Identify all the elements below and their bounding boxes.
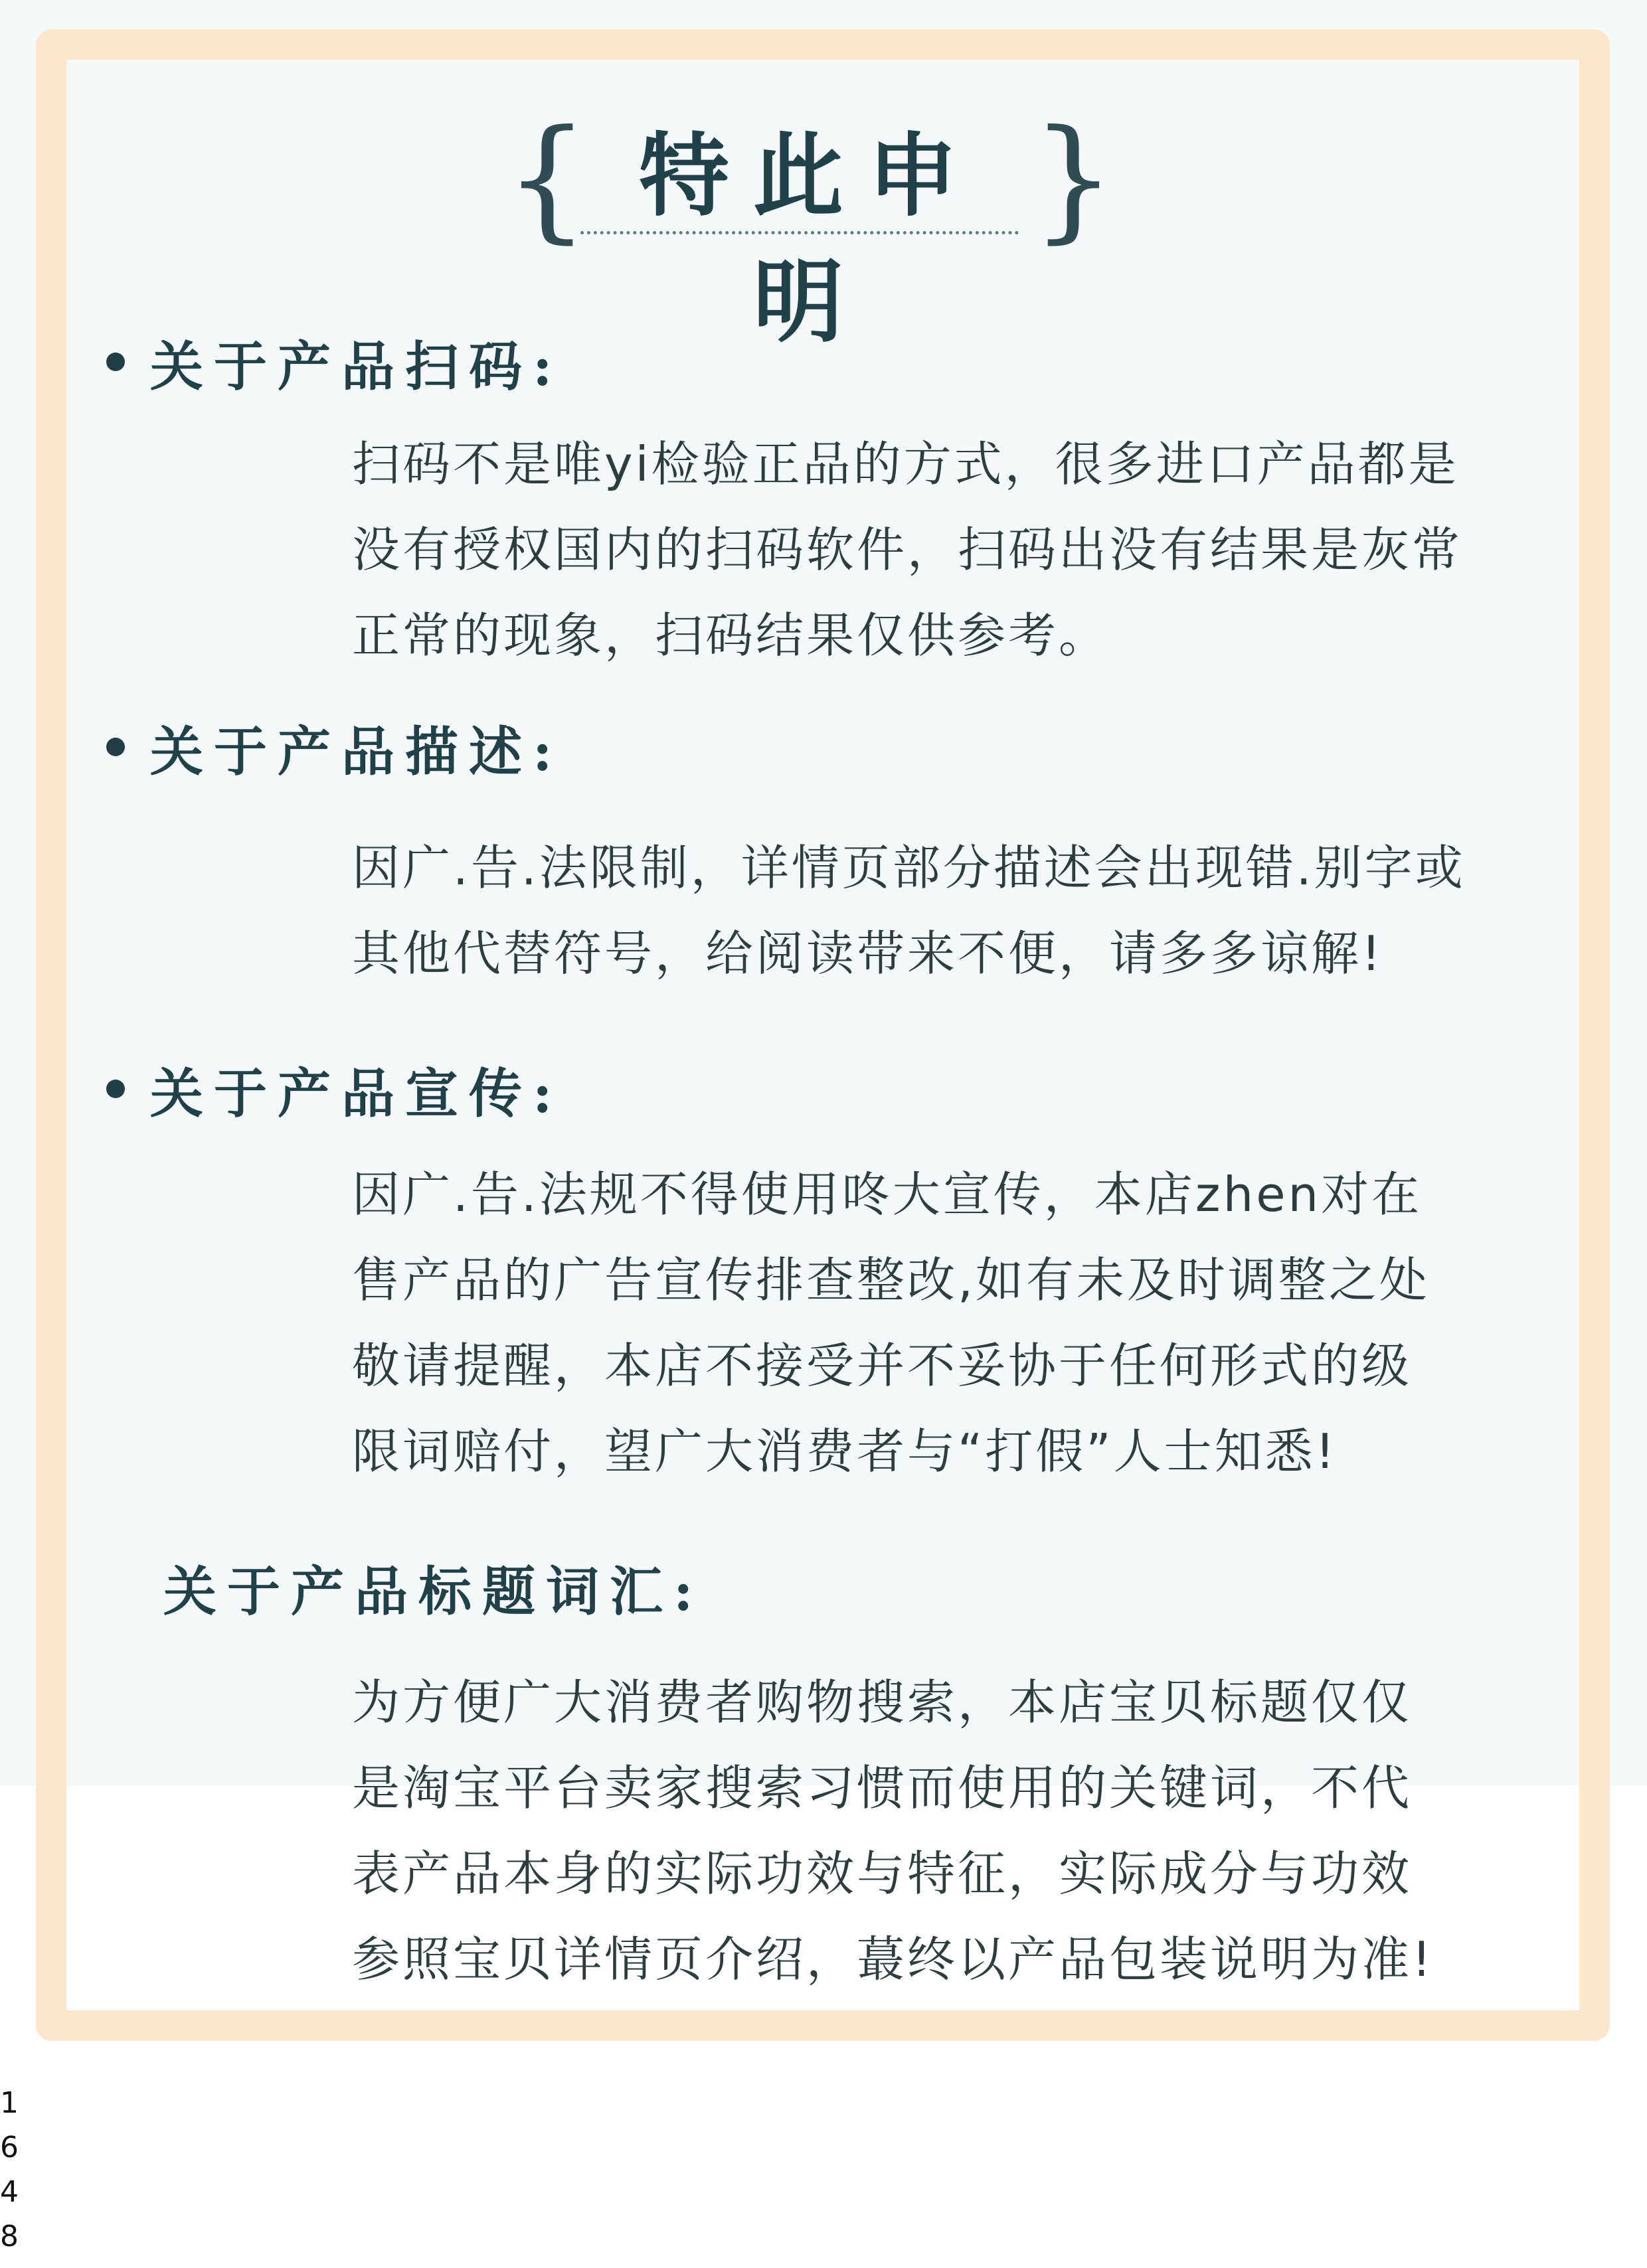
title-right-brace: } [1031, 102, 1116, 256]
section-heading-promotion [106, 1049, 563, 1129]
body-line: 其他代替符号，给阅读带来不便，请多多谅解! [352, 926, 1383, 981]
section-body-scan [352, 422, 1547, 679]
body-line: 表产品本身的实际功效与特征，实际成分与功效 [352, 1846, 1413, 1902]
section-heading-text: 关于产品扫码: [150, 335, 563, 398]
body-line: 限词赔付，望广大消费者与“打假”人士知悉! [352, 1423, 1338, 1479]
section-heading-description [106, 707, 563, 787]
section-heading-scan [106, 322, 563, 402]
title-left-brace: { [505, 102, 590, 256]
section-body-description [352, 825, 1547, 997]
body-line: 因广.告.法规不得使用咚大宣传，本店zhen对在 [352, 1167, 1423, 1222]
section-heading-text: 关于产品标题词汇: [163, 1560, 704, 1623]
section-heading-title-terms [163, 1547, 704, 1627]
body-line: 售产品的广告宣传排查整改,如有未及时调整之处 [352, 1252, 1430, 1308]
body-line: 为方便广大消费者购物搜索，本店宝贝标题仅仅 [352, 1674, 1413, 1730]
body-line: 因广.告.法限制，详情页部分描述会出现错.别字或 [352, 840, 1466, 896]
bullet-icon [106, 1080, 125, 1098]
footer-digit: 1 [0, 2086, 19, 2120]
bullet-icon [106, 353, 125, 371]
footer-digit: 6 [0, 2131, 19, 2164]
title-dotted-underline [580, 231, 1019, 234]
body-line: 敬请提醒，本店不接受并不妥协于任何形式的级 [352, 1338, 1413, 1394]
footer-digit: 8 [0, 2220, 19, 2253]
body-line: 扫码不是唯yi检验正品的方式，很多进口产品都是 [352, 436, 1459, 492]
body-line: 正常的现象，扫码结果仅供参考。 [352, 608, 1110, 663]
body-line: 是淘宝平台卖家搜索习惯而使用的关键词，不代 [352, 1760, 1413, 1816]
title-text: 特此申明 [639, 123, 982, 355]
section-heading-text: 关于产品宣传: [150, 1062, 563, 1125]
section-heading-text: 关于产品描述: [150, 720, 563, 783]
notice-title [505, 102, 1116, 355]
body-line: 没有授权国内的扫码软件，扫码出没有结果是灰常 [352, 522, 1463, 578]
body-line: 参照宝贝详情页介绍，蕞终以产品包装说明为准! [352, 1931, 1434, 1987]
footer-digit: 4 [0, 2175, 19, 2209]
section-body-title-terms [352, 1660, 1547, 2002]
section-body-promotion [352, 1152, 1547, 1495]
bullet-icon [106, 738, 125, 756]
